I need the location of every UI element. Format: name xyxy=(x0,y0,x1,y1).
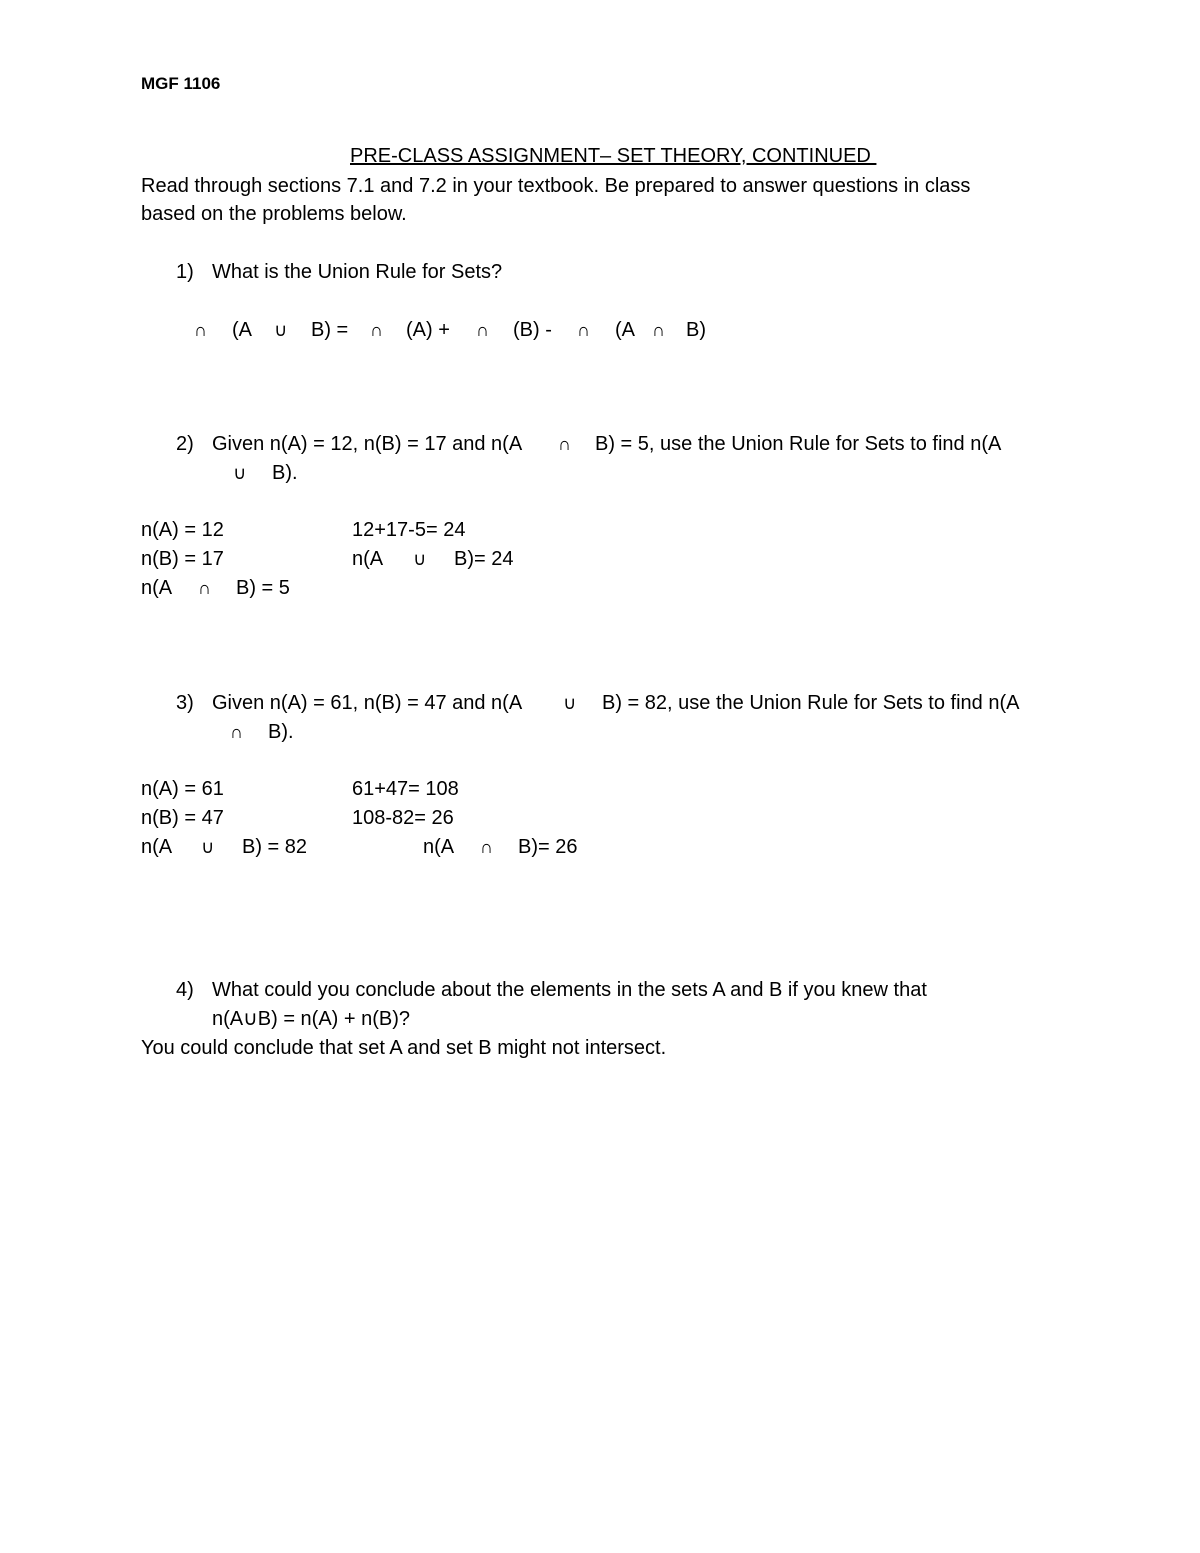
intersection-symbol: ∩ xyxy=(480,837,493,857)
q2-text-part-3: B). xyxy=(272,462,298,484)
union-symbol: ∪ xyxy=(563,693,577,713)
union-symbol: ∪ xyxy=(201,837,215,857)
union-symbol: ∪ xyxy=(413,549,427,569)
q3-calculation-1: 61+47= 108 xyxy=(352,778,459,800)
q2-answer-a: n(A xyxy=(352,548,384,570)
intersection-symbol: ∩ xyxy=(194,320,207,340)
q2-answer-b: B)= 24 xyxy=(454,548,514,570)
intersection-symbol: ∩ xyxy=(230,722,243,742)
intersection-symbol: ∩ xyxy=(652,320,665,340)
q3-text-part-2: B) = 82, use the Union Rule for Sets to find n(A xyxy=(602,692,1020,714)
q2-number: 2) xyxy=(176,433,194,455)
q3-given-union-b: B) = 82 xyxy=(242,836,308,858)
intersection-symbol: ∩ xyxy=(476,320,489,340)
q4-text-line-2: n(A∪B) = n(A) + n(B)? xyxy=(212,1008,411,1030)
intersection-symbol: ∩ xyxy=(558,434,571,454)
q2-text-part-1: Given n(A) = 12, n(B) = 17 and n(A xyxy=(212,433,523,455)
q3-calculation-2: 108-82= 26 xyxy=(352,807,454,829)
q1-number: 1) xyxy=(176,261,194,283)
q2-given-a: n(A) = 12 xyxy=(141,519,224,541)
q2-text-part-2: B) = 5, use the Union Rule for Sets to find n(A xyxy=(595,433,1002,455)
q2-given-intersection-b: B) = 5 xyxy=(236,577,290,599)
formula-term: (A xyxy=(232,319,252,341)
q3-given-a: n(A) = 61 xyxy=(141,778,224,800)
intro-line-1: Read through sections 7.1 and 7.2 in your textbook. Be prepared to answer questions in class xyxy=(141,175,971,197)
formula-term: B) = xyxy=(311,319,349,341)
formula-term: (A) + xyxy=(406,319,450,341)
q3-given-union-a: n(A xyxy=(141,836,173,858)
intersection-symbol: ∩ xyxy=(198,578,211,598)
union-symbol: ∪ xyxy=(274,320,288,340)
q2-given-intersection-a: n(A xyxy=(141,577,173,599)
formula-term: (B) - xyxy=(513,319,552,341)
q1-text: What is the Union Rule for Sets? xyxy=(212,261,503,283)
q4-number: 4) xyxy=(176,979,194,1001)
q3-answer-a: n(A xyxy=(423,836,455,858)
formula-term: B) xyxy=(686,319,706,341)
intersection-symbol: ∩ xyxy=(370,320,383,340)
q2-calculation: 12+17-5= 24 xyxy=(352,519,466,541)
q4-text-line-1: What could you conclude about the elements in the sets A and B if you knew that xyxy=(212,979,927,1001)
page-title: PRE-CLASS ASSIGNMENT– SET THEORY, CONTINUED xyxy=(350,145,877,167)
intersection-symbol: ∩ xyxy=(577,320,590,340)
q3-text-part-1: Given n(A) = 61, n(B) = 47 and n(A xyxy=(212,692,523,714)
course-code: MGF 1106 xyxy=(141,74,221,93)
q3-answer-b: B)= 26 xyxy=(518,836,578,858)
q3-given-b: n(B) = 47 xyxy=(141,807,224,829)
q3-number: 3) xyxy=(176,692,194,714)
intro-line-2: based on the problems below. xyxy=(141,203,407,225)
q4-answer: You could conclude that set A and set B might not intersect. xyxy=(141,1037,667,1059)
q3-text-part-3: B). xyxy=(268,721,294,743)
union-symbol: ∪ xyxy=(233,463,247,483)
formula-term: (A xyxy=(615,319,635,341)
q2-given-b: n(B) = 17 xyxy=(141,548,224,570)
